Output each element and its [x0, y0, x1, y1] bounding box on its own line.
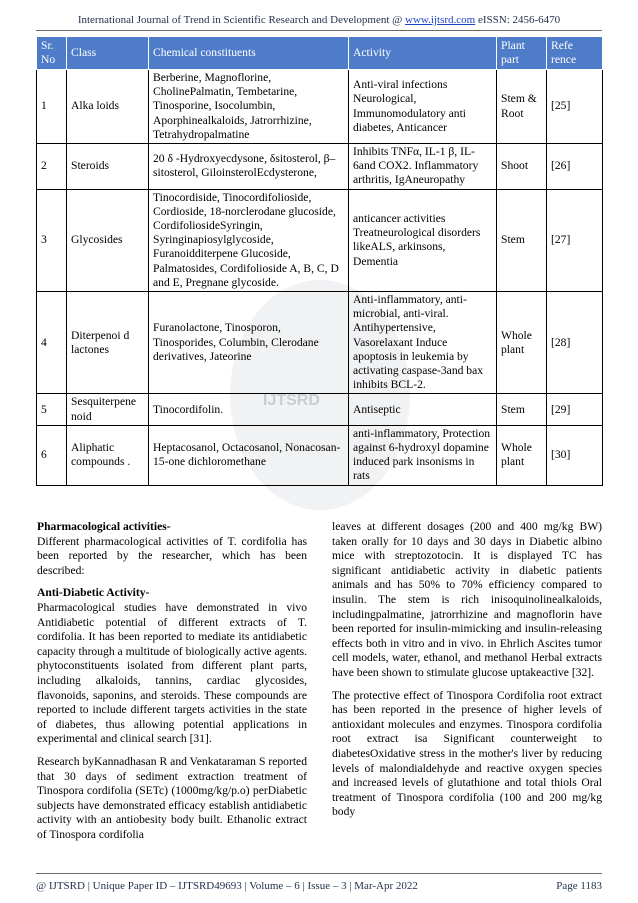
- cell-part: Stem: [497, 394, 547, 425]
- header-class: Class: [67, 37, 149, 70]
- cell-ref: [28]: [547, 292, 603, 394]
- page-number: Page 1183: [556, 880, 602, 892]
- cell-sr: 3: [37, 189, 67, 291]
- header-plant-part: Plant part: [497, 37, 547, 70]
- cell-constituents: 20 δ -Hydroxyecdysone, δsitosterol, β–sitosterol, GiloinsterolEcdysterone,: [149, 144, 349, 190]
- issn: eISSN: 2456-6470: [477, 14, 561, 26]
- cell-sr: 4: [37, 292, 67, 394]
- cell-part: Shoot: [497, 144, 547, 190]
- cell-sr: 5: [37, 394, 67, 425]
- footer-divider: [36, 873, 602, 874]
- watermark-text: IJTSRD: [263, 392, 320, 409]
- antidiabetic-paragraph: Pharmacological studies have demonstrated in vivo Antidiabetic potential of different extracts of T. cordifolia. It has been reported to mediate its antidiabetic capacity through a multitude of biologically active agents. phytoconstituents isolated from different plant parts, including alkaloids, tannins, cardiac glycosides, flavonoids, saponins, and steroids. These compounds are reported to include different targets activities in the state of diabetes, thus allowing potential applications in experimental and clinical search [31].: [37, 600, 307, 746]
- cell-part: Stem & Root: [497, 70, 547, 144]
- table-row: [37, 394, 603, 425]
- cell-activity: Anti-viral infections Neurological, Immunomodulatory anti diabetes, Anticancer: [349, 70, 497, 144]
- cell-sr: 6: [37, 425, 67, 485]
- cell-class: Aliphatic compounds .: [67, 425, 149, 485]
- header-reference: Refe rence: [547, 37, 603, 70]
- cell-class: Alka loids: [67, 70, 149, 144]
- cell-part: Whole plant: [497, 292, 547, 394]
- cell-class: Diterpenoi d lactones: [67, 292, 149, 394]
- cell-constituents: Furanolactone, Tinosporon, Tinosporides, Columbin, Clerodane derivatives, Jateorine: [149, 292, 349, 394]
- footer-citation: @ IJTSRD | Unique Paper ID – IJTSRD49693 | Volume – 6 | Issue – 3 | Mar-Apr 2022: [36, 880, 418, 892]
- antidiabetic-heading: Anti-Diabetic Activity-: [37, 586, 150, 600]
- research-paragraph: Research byKannadhasan R and Venkataraman S reported that 30 days of sediment extraction treatment of Tinospora cordifolia (SETc) (1000mg/kg/p.o) perDiabetic subjects have demonstrated efficacy establish antidiabetic activity with an antiobesity body built. Ethanolic extract of Tinospora cordifolia: [37, 754, 307, 841]
- journal-name: International Journal of Trend in Scientific Research and Development @: [77, 14, 403, 26]
- header-sr-no: Sr. No: [37, 37, 67, 70]
- protective-effect-paragraph: The protective effect of Tinospora Cordifolia root extract has been reported in the presence of higher levels of antioxidant molecules and enzymes. Tinospora cordifolia root extract isa Significant counterweight to diabetesOxidative stress in the mother's liver by reducing levels of malondialdehyde and reactive oxygen species and increased levels of glutathione and total thiols Oral treatment of Tinospora cordifolia (100 and 200 mg/kg body: [332, 688, 602, 819]
- cell-ref: [26]: [547, 144, 603, 190]
- table-row: [37, 70, 603, 144]
- header-activity: Activity: [349, 37, 497, 70]
- dosage-paragraph: leaves at different dosages (200 and 400 mg/kg BW) taken orally for 10 days and 30 days in Diabetic albino mice with streptozotocin. It is displayed TC has significant antidiabetic activity in diabetic patients animals and has 50% to 70% efficiency compared to insulin. The stem is rich inisoquinolinealkaloids, includingpalmatine, jatrorrhizine and magnoflorin have been reported for insulin-mimicking and insulin-releasing effects both in vitro and in vivo. in Ehrlich Ascites tumor cell models, water, ethanol, and methanol Herbal extracts have been shown to stimulate glucose uptakeactive [32].: [332, 520, 602, 679]
- cell-sr: 1: [37, 70, 67, 144]
- cell-part: Stem: [497, 189, 547, 291]
- cell-constituents: Heptacosanol, Octacosanol, Nonacosan-15-one dichloromethane: [149, 425, 349, 485]
- table-row: [37, 144, 603, 190]
- pharmacological-paragraph: Different pharmacological activities of T. cordifolia has been reported by the researcher, which has been described:: [37, 534, 307, 577]
- cell-activity: Inhibits TNFα, IL-1 β, IL-6and COX2. Inflammatory arthritis, IgAneuropathy: [349, 144, 497, 190]
- cell-ref: [25]: [547, 70, 603, 144]
- cell-activity: Antiseptic: [349, 394, 497, 425]
- pharmacological-heading: Pharmacological activities-: [37, 520, 171, 533]
- header-constituents: Chemical constituents: [149, 37, 349, 70]
- cell-sr: 2: [37, 144, 67, 190]
- cell-constituents: Berberine, Magnoflorine, CholinePalmatin, Tembetarine, Tinosporine, Isocolumbin, Aporphinealkaloids, Jatrorrhizine, Tetrahydropalmatine: [149, 70, 349, 144]
- table-row: [37, 425, 603, 485]
- cell-ref: [30]: [547, 425, 603, 485]
- table-row: [37, 189, 603, 291]
- cell-constituents: Tinocordiside, Tinocordifolioside, Cordioside, 18-norclerodane glucoside, CordifoliosideSyringin, Syringinapiosylglycoside, Furanoidditerpene Glucoside, Palmatosides, Cordifolioside A, B, C, D and E, Pregnane glycoside.: [149, 189, 349, 291]
- cell-activity: Anti-inflammatory, anti-microbial, anti-viral. Antihypertensive, Vasorelaxant Induce apoptosis in leukemia by activating caspase-3and bax inhibits BCL-2.: [349, 292, 497, 394]
- cell-part: Whole plant: [497, 425, 547, 485]
- table-row: [37, 292, 603, 394]
- page-footer: [36, 880, 602, 892]
- cell-activity: anticancer activities Treatneurological disorders likeALS, arkinsons, Dementia: [349, 189, 497, 291]
- journal-website-link[interactable]: www.ijtsrd.com: [405, 14, 476, 26]
- header-divider: [36, 30, 602, 31]
- cell-class: Sesquiterpene noid: [67, 394, 149, 425]
- cell-ref: [29]: [547, 394, 603, 425]
- page-header: [0, 14, 638, 26]
- phytoconstituents-table: [36, 36, 603, 486]
- cell-ref: [27]: [547, 189, 603, 291]
- cell-class: Glycosides: [67, 189, 149, 291]
- table-header-row: [37, 37, 603, 70]
- cell-class: Steroids: [67, 144, 149, 190]
- right-column: [332, 520, 602, 828]
- left-column: [37, 520, 307, 850]
- cell-activity: anti-inflammatory, Protection against 6-hydroxyl dopamine induced park insonisms in rats: [349, 425, 497, 485]
- cell-constituents: Tinocordifolin.: [149, 394, 349, 425]
